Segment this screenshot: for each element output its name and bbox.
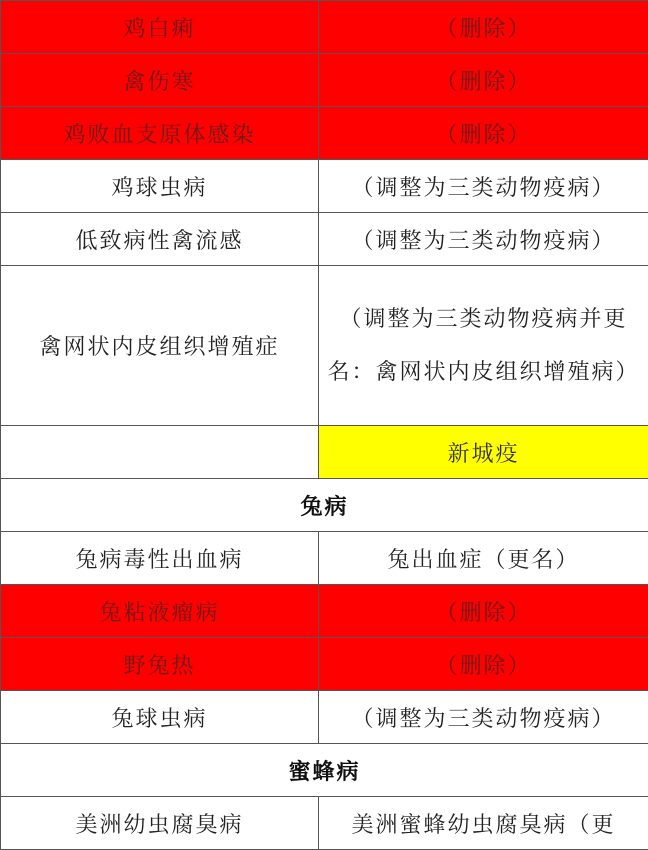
section-title-rabbit: 兔病 [1,479,648,532]
disease-name-cell: 禽伤寒 [1,54,319,107]
disease-name-cell: 鸡白痢 [1,1,319,54]
disease-name-cell: 野兔热 [1,638,319,691]
table-row [1,213,648,266]
table-row [1,691,648,744]
table-row [1,585,648,638]
table-row [1,160,648,213]
change-note-cell: 美洲蜜蜂幼虫腐臭病（更 [319,797,648,850]
change-note-cell: 新城疫 [319,426,648,479]
table-row [1,426,648,479]
change-note-cell: （调整为三类动物疫病） [319,160,648,213]
change-note-cell: （调整为三类动物疫病） [319,691,648,744]
change-note-cell: （删除） [319,638,648,691]
table-row [1,54,648,107]
disease-name-cell: 兔粘液瘤病 [1,585,319,638]
disease-name-cell: 禽网状内皮组织增殖症 [1,266,319,426]
table-row [1,797,648,850]
disease-name-cell: 兔病毒性出血病 [1,532,319,585]
section-title-bee: 蜜蜂病 [1,744,648,797]
table-row [1,532,648,585]
table-row [1,638,648,691]
disease-name-cell: 美洲幼虫腐臭病 [1,797,319,850]
table-row [1,107,648,160]
table-row [1,1,648,54]
change-note-cell: （删除） [319,107,648,160]
section-header-row [1,479,648,532]
change-note-cell: （删除） [319,54,648,107]
section-header-row [1,744,648,797]
change-note-cell: 兔出血症（更名） [319,532,648,585]
change-note-cell: （删除） [319,1,648,54]
table-row [1,266,648,426]
disease-name-cell: 兔球虫病 [1,691,319,744]
disease-name-cell: 鸡败血支原体感染 [1,107,319,160]
change-note-cell: （调整为三类动物疫病并更名：禽网状内皮组织增殖病） [319,266,648,426]
change-note-cell: （删除） [319,585,648,638]
disease-name-cell [1,426,319,479]
disease-name-cell: 鸡球虫病 [1,160,319,213]
change-note-cell: （调整为三类动物疫病） [319,213,648,266]
disease-name-cell: 低致病性禽流感 [1,213,319,266]
